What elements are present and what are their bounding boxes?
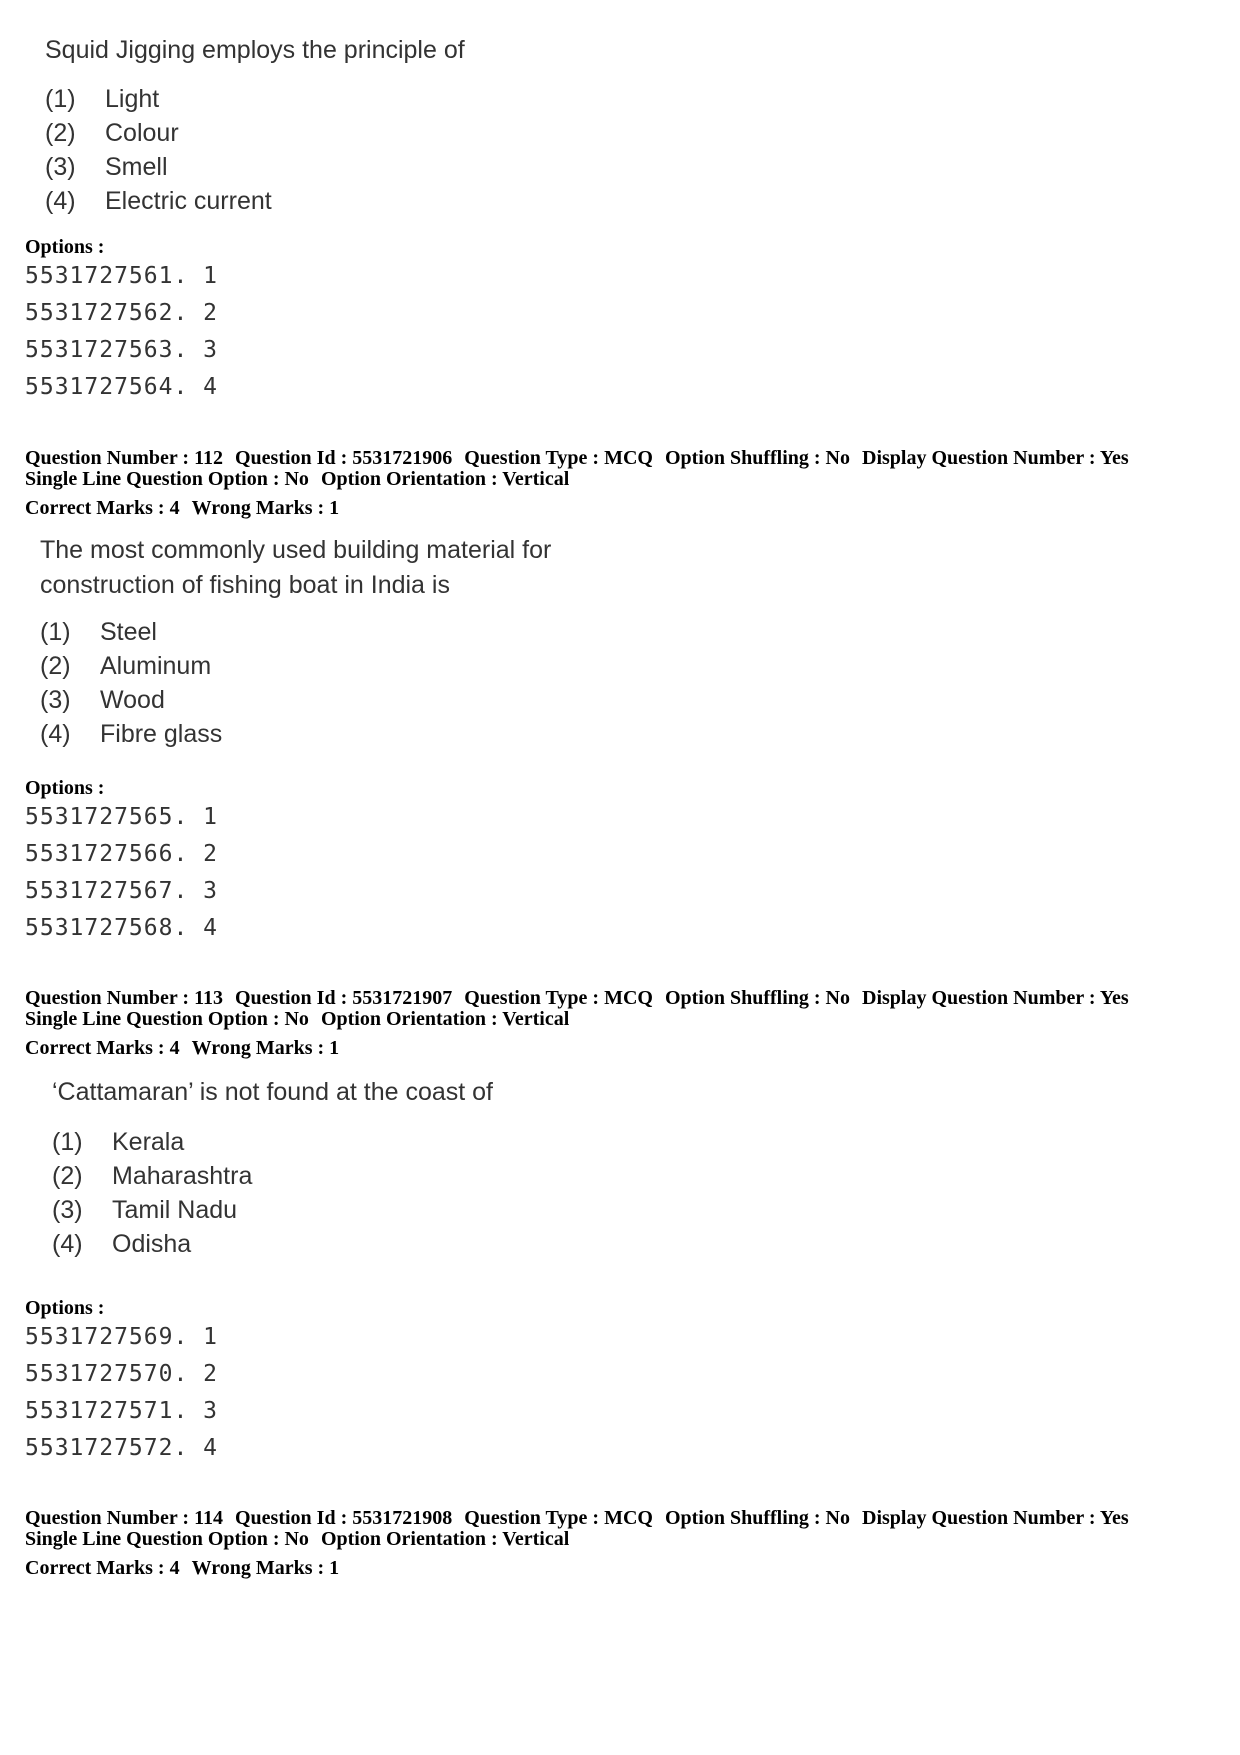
meta-line: Single Line Question Option : No Option Orientation : Vertical	[25, 1528, 570, 1550]
option-row: 5531727566. 2	[25, 841, 219, 867]
options-label: Options :	[25, 777, 105, 799]
question-113-stem: ‘Cattamaran’ is not found at the coast of	[52, 1078, 493, 1106]
choice-item: (1) Steel	[40, 618, 157, 646]
marks-line: Correct Marks : 4 Wrong Marks : 1	[25, 1037, 340, 1059]
choice-item: (2) Maharashtra	[52, 1162, 253, 1190]
option-row: 5531727569. 1	[25, 1324, 219, 1350]
option-row: 5531727567. 3	[25, 878, 219, 904]
question-113-choices	[52, 1125, 252, 1261]
option-row: 5531727562. 2	[25, 300, 219, 326]
option-row: 5531727572. 4	[25, 1435, 219, 1461]
meta-line: Question Number : 112 Question Id : 5531721906 Question Type : MCQ Option Shuffling : No Display Question Number : Yes	[25, 447, 1129, 469]
choice-item: (3) Wood	[40, 686, 165, 714]
choice-item: (2) Colour	[45, 119, 179, 147]
meta-line: Single Line Question Option : No Option Orientation : Vertical	[25, 1008, 570, 1030]
stem-line: The most commonly used building material for	[40, 536, 552, 564]
option-row: 5531727568. 4	[25, 915, 219, 941]
option-row: 5531727571. 3	[25, 1398, 219, 1424]
choice-item: (4) Electric current	[45, 187, 272, 215]
question-112-stem	[40, 533, 680, 603]
option-row: 5531727561. 1	[25, 263, 219, 289]
question-111-stem: Squid Jigging employs the principle of	[45, 36, 465, 64]
stem-line: construction of fishing boat in India is	[40, 571, 450, 599]
option-row: 5531727563. 3	[25, 337, 219, 363]
choice-item: (4) Fibre glass	[40, 720, 223, 748]
options-label: Options :	[25, 1297, 105, 1319]
choice-item: (1) Light	[45, 85, 160, 113]
option-row: 5531727570. 2	[25, 1361, 219, 1387]
choice-item: (4) Odisha	[52, 1230, 192, 1258]
options-list	[25, 258, 218, 406]
choice-item: (3) Smell	[45, 153, 168, 181]
question-111-choices	[45, 82, 272, 218]
question-113-meta	[25, 988, 1141, 1059]
options-list	[25, 1319, 218, 1467]
choice-item: (1) Kerala	[52, 1128, 185, 1156]
meta-line: Single Line Question Option : No Option Orientation : Vertical	[25, 468, 570, 490]
meta-line: Question Number : 113 Question Id : 5531721907 Question Type : MCQ Option Shuffling : No Display Question Number : Yes	[25, 987, 1129, 1009]
marks-line: Correct Marks : 4 Wrong Marks : 1	[25, 497, 340, 519]
meta-line: Question Number : 114 Question Id : 5531721908 Question Type : MCQ Option Shuffling : No Display Question Number : Yes	[25, 1507, 1129, 1529]
marks-line: Correct Marks : 4 Wrong Marks : 1	[25, 1557, 340, 1579]
question-112-meta	[25, 448, 1141, 519]
choice-item: (2) Aluminum	[40, 652, 212, 680]
option-row: 5531727565. 1	[25, 804, 219, 830]
option-row: 5531727564. 4	[25, 374, 219, 400]
choice-item: (3) Tamil Nadu	[52, 1196, 238, 1224]
question-112-choices	[40, 615, 222, 751]
options-list	[25, 799, 218, 947]
options-label: Options :	[25, 236, 105, 258]
question-114-meta	[25, 1508, 1141, 1579]
